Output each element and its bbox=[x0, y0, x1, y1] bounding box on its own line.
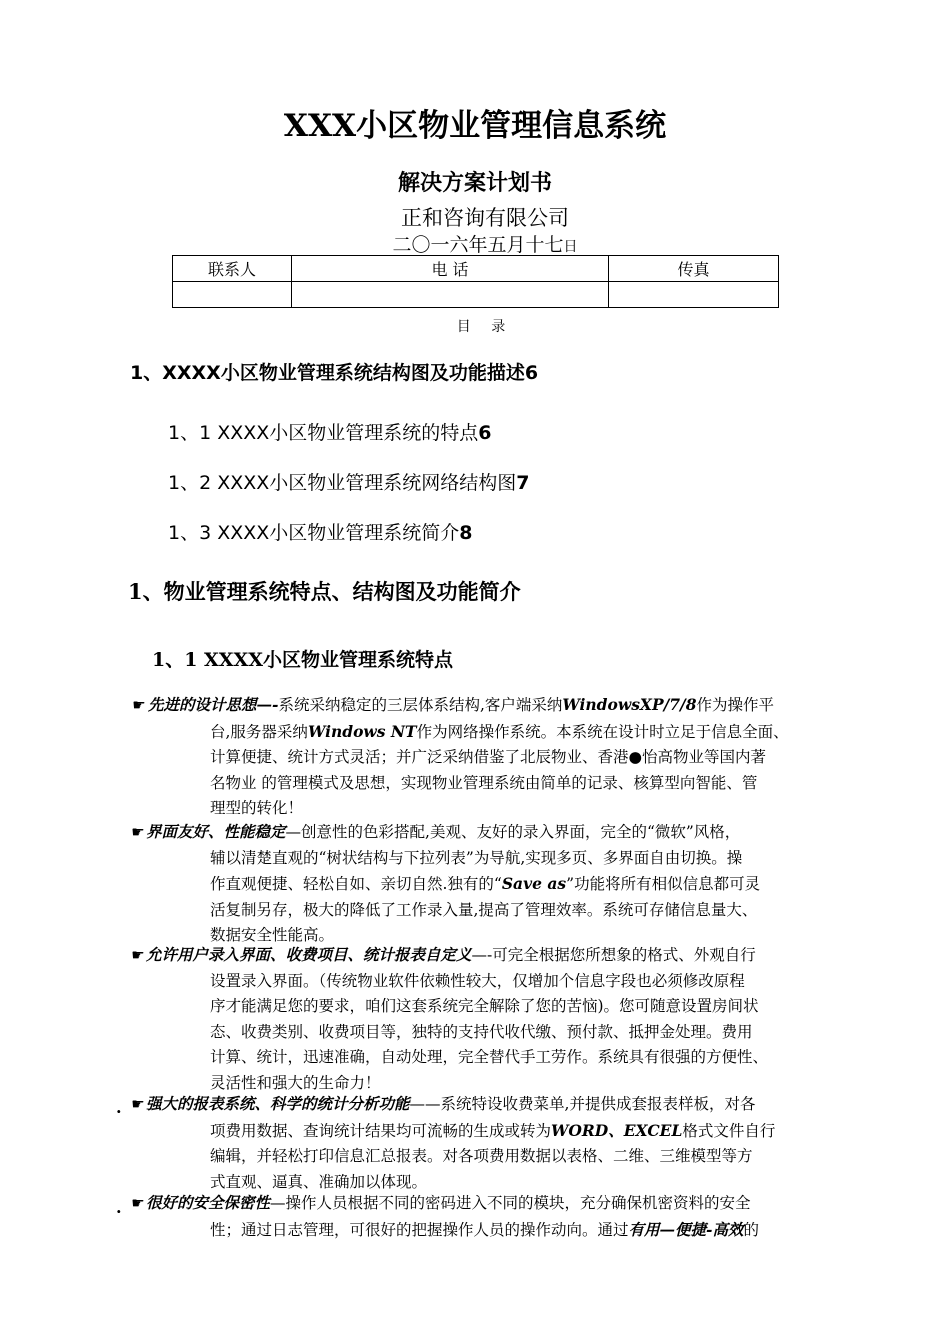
feature-first-line bbox=[130, 942, 860, 969]
contact-value-row bbox=[173, 282, 779, 308]
toc-entry-1-1[interactable] bbox=[168, 418, 492, 445]
toc-entry-text: 1、3 XXXX小区物业管理系统简介 bbox=[168, 522, 460, 544]
company-name: 正和咨询有限公司 bbox=[401, 206, 569, 230]
subsection-heading: 1、1 XXXX小区物业管理系统特点 bbox=[152, 649, 454, 671]
feature-separator: — bbox=[285, 823, 302, 841]
pointing-hand-icon: ☛ bbox=[131, 1194, 145, 1212]
toc-heading: 目 录 bbox=[456, 319, 514, 335]
feature-line: 灵活性和强大的生命力！ bbox=[210, 1073, 381, 1092]
pointing-hand-icon: ☛ bbox=[131, 1095, 145, 1113]
toc-entry-text: 1、1 XXXX小区物业管理系统的特点 bbox=[168, 422, 479, 444]
feature-separator: —— bbox=[409, 1095, 441, 1113]
pointing-hand-icon: ☛ bbox=[131, 946, 145, 964]
feature-line bbox=[210, 719, 860, 746]
feature-separator: —- bbox=[256, 695, 279, 714]
contact-table bbox=[172, 255, 779, 308]
section-heading: 1、物业管理系统特点、结构图及功能简介 bbox=[128, 579, 521, 604]
pointing-hand-icon: ☛ bbox=[131, 823, 145, 841]
contact-header-fax: 传真 bbox=[609, 256, 779, 282]
feature-term: 先进的设计思想 bbox=[148, 695, 257, 714]
feature-continuation bbox=[130, 1217, 860, 1244]
date-main: 二〇一六年五月十七 bbox=[392, 234, 564, 256]
toc-entry-page: 8 bbox=[459, 522, 473, 544]
feature-line: 名物业 的管理模式及思想，实现物业管理系统由简单的记录、核算型向智能、管 bbox=[210, 773, 758, 792]
feature-line bbox=[210, 871, 860, 898]
toc-entry-text: 1、XXXX小区物业管理系统结构图及功能描述 bbox=[130, 362, 525, 384]
feature-separator: —- bbox=[471, 946, 493, 964]
feature-line: 创意性的色彩搭配,美观、友好的录入界面，完全的“微软”风格， bbox=[301, 823, 741, 841]
feature-text: 作为网络操作系统。本系统在设计时立足于信息全面、 bbox=[416, 722, 789, 741]
feature-line: 式直观、逼真、准确加以体现。 bbox=[210, 1172, 428, 1191]
feature-line: 辅以清楚直观的“树状结构与下拉列表”为导航,实现多页、多界面自由切换。操 bbox=[210, 848, 743, 867]
bullet-dot: . bbox=[116, 1098, 122, 1117]
feature-text: 的 bbox=[743, 1220, 759, 1239]
feature-line: 作为操作平 bbox=[696, 696, 775, 714]
contact-fax-value bbox=[609, 282, 779, 308]
feature-first-line bbox=[130, 1190, 860, 1217]
feature-reports bbox=[130, 1091, 860, 1195]
contact-header-row bbox=[173, 256, 779, 282]
feature-line: 可完全根据您所想象的格式、外观自行 bbox=[492, 946, 756, 964]
toc-entry-1-3[interactable] bbox=[168, 518, 473, 545]
feature-line bbox=[210, 1118, 860, 1145]
feature-line: 理型的转化！ bbox=[210, 799, 304, 817]
feature-text: ”功能将所有相似信息都可灵 bbox=[566, 875, 761, 893]
pointing-hand-icon: ☛ bbox=[132, 696, 146, 714]
feature-text: 作直观便捷、轻松自如、亲切自然.独有的“ bbox=[210, 875, 502, 893]
toc-entry-page: 7 bbox=[516, 472, 530, 494]
feature-line: 设置录入界面。（传统物业软件依赖性较大，仅增加个信息字段也必须修改原程 bbox=[210, 971, 745, 990]
bullet-dot: . bbox=[116, 1198, 122, 1217]
toc-entry-page: 6 bbox=[524, 362, 539, 384]
feature-line: 系统特设收费菜单,并提供成套报表样板，对各 bbox=[440, 1095, 756, 1113]
feature-security bbox=[130, 1190, 860, 1243]
feature-friendly-ui bbox=[130, 819, 860, 949]
feature-continuation bbox=[130, 719, 860, 822]
feature-text: 格式文件自行 bbox=[682, 1121, 776, 1140]
feature-line: 计算、统计，迅速准确，自动处理，完全替代手工劳作。系统具有很强的方便性、 bbox=[210, 1048, 769, 1066]
date-suffix: 日 bbox=[563, 239, 578, 255]
feature-line: 数据安全性能高。 bbox=[210, 926, 335, 944]
feature-term: 允许用户录入界面、收费项目、统计报表自定义 bbox=[146, 945, 472, 964]
feature-term: 界面友好、性能稳定 bbox=[146, 822, 286, 841]
feature-term: 很好的安全保密性 bbox=[146, 1193, 271, 1212]
feature-emphasis: WORD、EXCEL bbox=[551, 1120, 683, 1140]
toc-entry-1[interactable] bbox=[130, 358, 538, 385]
toc-entry-text: 1、2 XXXX小区物业管理系统网络结构图 bbox=[168, 472, 517, 494]
feature-emphasis: Windows NT bbox=[307, 721, 417, 741]
feature-continuation bbox=[130, 1118, 860, 1196]
document-date bbox=[0, 230, 950, 257]
feature-advanced-design bbox=[130, 692, 860, 822]
feature-line: 活复制另存，极大的降低了工作录入量,提高了管理效率。系统可存储信息量大、 bbox=[210, 900, 758, 919]
feature-text: 性；通过日志管理，可很好的把握操作人员的操作动向。通过 bbox=[210, 1220, 629, 1239]
feature-continuation bbox=[130, 846, 860, 949]
contact-header-person: 联系人 bbox=[173, 256, 292, 282]
document-subtitle: 解决方案计划书 bbox=[397, 170, 552, 196]
toc-entry-page: 6 bbox=[478, 422, 492, 444]
feature-first-line bbox=[130, 819, 860, 846]
contact-phone-value bbox=[292, 282, 609, 308]
feature-separator: — bbox=[270, 1194, 286, 1212]
feature-term: 强大的报表系统、科学的统计分析功能 bbox=[146, 1094, 410, 1113]
feature-text: 台,服务器采纳 bbox=[210, 722, 308, 741]
feature-emphasis: Save as bbox=[501, 874, 567, 893]
feature-line bbox=[210, 1217, 860, 1244]
feature-line: 态、收费类别、收费项目等，独特的支持代收代缴、预付款、抵押金处理。费用 bbox=[210, 1022, 753, 1041]
feature-emphasis: WindowsXP/7/8 bbox=[562, 695, 697, 714]
contact-header-phone: 电 话 bbox=[292, 256, 609, 282]
feature-line: 编辑，并轻松打印信息汇总报表。对各项费用数据以表格、二维、三维模型等方 bbox=[210, 1147, 753, 1165]
toc-entry-1-2[interactable] bbox=[168, 468, 530, 495]
contact-person-value bbox=[173, 282, 292, 308]
feature-line: 操作人员根据不同的密码进入不同的模块，充分确保机密资料的安全 bbox=[285, 1194, 751, 1212]
feature-first-line bbox=[130, 692, 860, 719]
feature-customizable bbox=[130, 942, 860, 1096]
feature-line: 序才能满足您的要求，咱们这套系统完全解除了您的苦恼)。您可随意设置房间状 bbox=[210, 997, 759, 1015]
feature-continuation bbox=[130, 969, 860, 1097]
document-title: XXX小区物业管理信息系统 bbox=[283, 108, 667, 144]
feature-first-line bbox=[130, 1091, 860, 1118]
feature-emphasis: 有用—便捷-高效 bbox=[628, 1219, 744, 1239]
feature-text: 项费用数据、查询统计结果均可流畅的生成或转为 bbox=[210, 1121, 552, 1140]
feature-line: 系统采纳稳定的三层体系结构,客户端采纳 bbox=[278, 696, 563, 714]
feature-line: 计算便捷、统计方式灵活；并广泛采纳借鉴了北辰物业、香港●怡高物业等国内著 bbox=[210, 748, 767, 766]
